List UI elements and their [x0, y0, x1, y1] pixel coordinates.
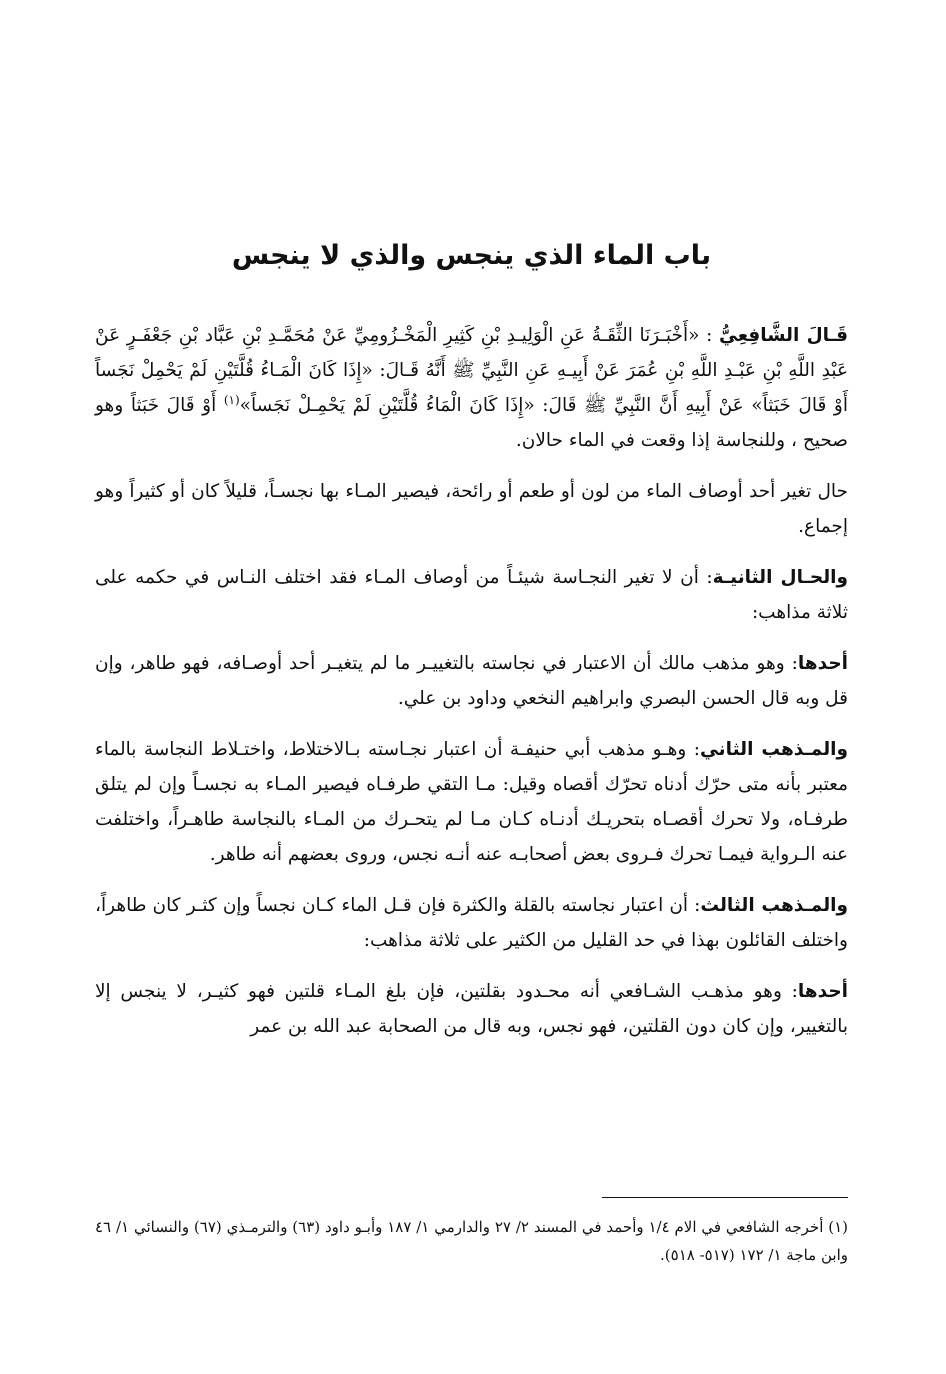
paragraph-text: : «أَخْبَـرَنَا الثِّقَـةُ عَنِ الْوَلِيـدِ بْنِ كَثِيرِ الْمَخْـزُومِيِّ عَنْ مُحَمَّـدِ بْنِ عَبَّاد بْنِ جَعْفَـرٍ عَنْ عَبْدِ اللَّهِ بْنِ عَبْـدِ اللَّهِ بْنِ عُمَرَ عَنْ أَبِيـهِ عَنِ النَّبِيِّ ﷺ أَنَّهُ قَـالَ: «إِذَا كَانَ الْمَـاءُ قُلَّتَيْنِ لَمْ يَحْمِلْ نَجَساً أَوْ قَالَ خَبَثاً» عَنْ أَبِيهِ أَنَّ النَّبِيِّ ﷺ قَالَ: «إِذَا كَانَ الْمَاءُ قُلَّتَيْنِ لَمْ يَحْمِـلْ نَجَساً»	[95, 325, 848, 416]
paragraph-lead: والحـال الثانيـة	[712, 567, 848, 588]
paragraph-text: : أن اعتبار نجاسته بالقلة والكثرة فإن قـل الماء كـان نجساً وإن كثـر كان طاهراً، واختلف القائلون بهذا في حد القليل من الكثير على ثلاثة مذاهب:	[95, 895, 848, 951]
footnote: (١) أخرجه الشافعي في الام ١/٤ وأحمد في المسند ٢/ ٢٧ والدارمي ١/ ١٨٧ وأبـو داود (٦٣) والترمـذي (٦٧) والنسائي ١/ ٤٦ وابن ماجة ١/ ١٧٢ (٥١٧- ٥١٨).	[95, 1218, 849, 1264]
footnote-reference: (١)	[223, 392, 240, 407]
paragraph-text: : وهو مذهـب الشـافعي أنه محـدود بقلتين، فإن بلغ المـاء قلتين فهو كثيـر، لا ينجس إلا بالتغيير، وإن كان دون القلتين، فهو نجس، وبه قال من الصحابة عبد الله بن عمر	[95, 981, 848, 1037]
paragraph-third-school	[95, 888, 848, 958]
paragraph-lead: أحدها	[797, 653, 848, 674]
chapter-heading: باب الماء الذي ينجس والذي لا ينجس	[231, 240, 712, 271]
footnote-divider	[602, 1197, 848, 1198]
paragraph-text: : أن لا تغير النجـاسة شيئـاً من أوصاف المـاء فقد اختلف النـاس في حكمه على ثلاثة مذاهب:	[95, 567, 848, 623]
paragraph-second-school	[95, 732, 848, 872]
paragraph-lead: أحدها	[797, 981, 848, 1002]
paragraph-first-state	[95, 474, 848, 544]
paragraph-lead: قَـالَ الشَّافِعِيُّ	[719, 325, 848, 346]
paragraph-first-school	[95, 646, 848, 716]
document-page	[95, 0, 848, 1374]
paragraph-lead: والمـذهب الثالث	[700, 895, 848, 916]
paragraph-text: : وهـو مذهب أبي حنيفـة أن اعتبار نجـاسته بـالاختلاط، واختـلاط النجاسة بالماء معتبر بأنه متى حرّك أدناه تحرّك أقصاه وقيل: مـا التقي طرفـاه فيصير المـاء به نجسـاً وإن لم يتلق طرفـاه، ولا تحرك أقصـاه بتحريـك أدنـاه كـان مـا لم يتحـرك من المـاء بالنجاسة طاهـراً، واختلفت عنه الـرواية فيمـا تحرك فـروى بعض أصحابـه عنه أنـه نجس، وروى بعضهم أنه طاهر.	[95, 739, 848, 865]
paragraph-shafii-narration	[95, 318, 848, 458]
paragraph-text-continued: أَوْ قَالَ خَبَثاً وهو صحيح ، وللنجاسة إذا وقعت في الماء حالان.	[95, 395, 848, 451]
paragraph-shafii-school	[95, 974, 848, 1044]
paragraph-second-state	[95, 560, 848, 630]
body-text	[95, 318, 848, 1060]
paragraph-text: : وهو مذهب مالك أن الاعتبار في نجاسته بالتغييـر ما لم يتغيـر أحد أوصـافه، فهو طاهر، وإن قل وبه قال الحسن البصري وابراهيم النخعي وداود بن علي.	[95, 653, 848, 709]
paragraph-text: حال تغير أحد أوصاف الماء من لون أو طعم أو رائحة، فيصير المـاء بها نجسـاً، قليلاً كان أو كثيراً وهو إجماع.	[95, 481, 848, 537]
paragraph-lead: والمـذهب الثاني	[699, 739, 848, 760]
